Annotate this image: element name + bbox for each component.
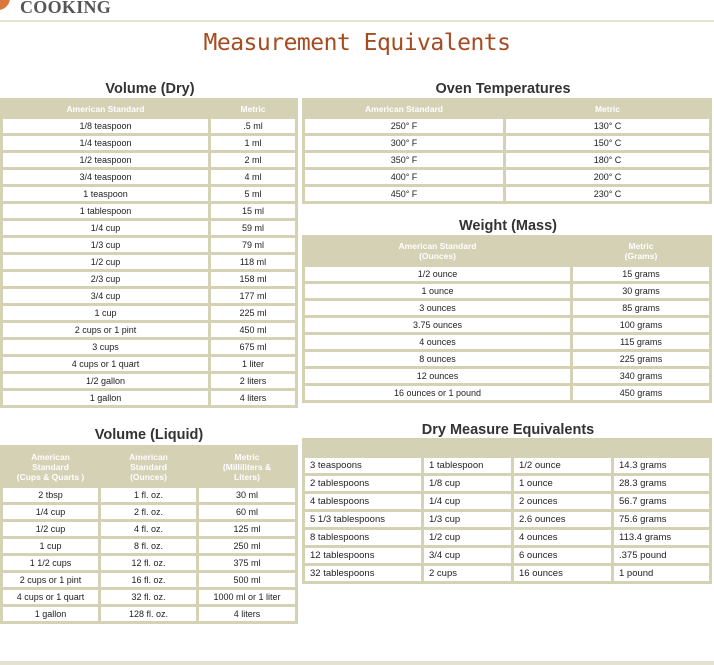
table-cell: 5 1/3 tablespoons	[305, 512, 421, 527]
table-header-row	[305, 441, 709, 455]
table-row	[3, 323, 295, 337]
table-cell: 675 ml	[211, 340, 295, 354]
table-cell: 4 ounces	[514, 530, 611, 545]
table-cell: 1/4 cup	[424, 494, 511, 509]
dry-measure-title: Dry Measure Equivalents	[421, 422, 595, 438]
table-cell: 30 grams	[573, 284, 709, 298]
table-row	[3, 488, 295, 502]
table-cell: 1 tablespoon	[424, 458, 511, 473]
table-cell: 118 ml	[211, 255, 295, 269]
table-cell: 3/4 teaspoon	[3, 170, 208, 184]
table-header-row	[3, 101, 295, 116]
volume-liquid-title: Volume (Liquid)	[94, 427, 204, 443]
table-row	[305, 458, 709, 473]
table-cell: 4 tablespoons	[305, 494, 421, 509]
column-header	[305, 441, 421, 455]
header-line: Liters)	[234, 471, 260, 482]
table-cell: 8 fl. oz.	[101, 539, 196, 553]
table-cell: 1/3 cup	[424, 512, 511, 527]
table-cell: 2 fl. oz.	[101, 505, 196, 519]
table-cell: 2 ounces	[514, 494, 611, 509]
table-cell: 15 grams	[573, 267, 709, 281]
table-row	[3, 255, 295, 269]
table-cell: 2 cups or 1 pint	[3, 573, 98, 587]
column-header	[614, 441, 709, 455]
table-header-row	[305, 238, 709, 264]
volume-liquid-table	[0, 445, 298, 624]
table-cell: 2 cups or 1 pint	[3, 323, 208, 337]
table-row	[3, 187, 295, 201]
table-cell: 1/4 cup	[3, 505, 98, 519]
table-cell: 450 grams	[573, 386, 709, 400]
table-cell: 1 ounce	[305, 284, 570, 298]
table-cell: 4 liters	[199, 607, 295, 621]
header-line: American Standard	[398, 241, 477, 251]
table-cell: 5 ml	[211, 187, 295, 201]
column-header	[3, 448, 98, 485]
table-cell: 12 ounces	[305, 369, 570, 383]
table-cell: 177 ml	[211, 289, 295, 303]
table-cell: 113.4 grams	[614, 530, 709, 545]
table-cell: 12 tablespoons	[305, 548, 421, 563]
table-cell: 4 ounces	[305, 335, 570, 349]
table-cell: 1000 ml or 1 liter	[199, 590, 295, 604]
table-row	[3, 556, 295, 570]
oven-temperatures-table	[302, 98, 712, 204]
table-cell: 16 ounces	[514, 566, 611, 581]
table-cell: 16 fl. oz.	[101, 573, 196, 587]
weight-mass-table	[302, 235, 712, 403]
table-row	[305, 136, 709, 150]
table-cell: 200° C	[506, 170, 709, 184]
table-cell: 1/2 ounce	[514, 458, 611, 473]
header-line: Standard	[130, 461, 167, 472]
table-row	[3, 590, 295, 604]
table-cell: 1/2 cup	[424, 530, 511, 545]
header-line: (Ounces)	[130, 471, 167, 482]
volume-dry-table	[0, 98, 298, 408]
table-cell: 225 ml	[211, 306, 295, 320]
table-cell: .5 ml	[211, 119, 295, 133]
table-row	[3, 374, 295, 388]
table-cell: 225 grams	[573, 352, 709, 366]
table-cell: 1 fl. oz.	[101, 488, 196, 502]
weight-mass-title: Weight (Mass)	[458, 218, 558, 234]
column-header: Metric	[211, 101, 295, 116]
table-cell: 32 tablespoons	[305, 566, 421, 581]
table-cell: 1 ml	[211, 136, 295, 150]
table-cell: 2 cups	[424, 566, 511, 581]
table-cell: 16 ounces or 1 pound	[305, 386, 570, 400]
table-cell: 79 ml	[211, 238, 295, 252]
table-cell: 128 fl. oz.	[101, 607, 196, 621]
table-row	[305, 318, 709, 332]
table-cell: 1 ounce	[514, 476, 611, 491]
footer-divider	[0, 661, 714, 665]
table-cell: .375 pound	[614, 548, 709, 563]
header-line: (Milliliters &	[222, 461, 272, 472]
table-row	[3, 522, 295, 536]
table-cell: 1/4 cup	[3, 221, 208, 235]
table-row	[305, 301, 709, 315]
header-line: Metric	[234, 451, 260, 462]
site-header	[0, 0, 714, 22]
table-cell: 1/3 cup	[3, 238, 208, 252]
table-row	[3, 505, 295, 519]
table-cell: 14.3 grams	[614, 458, 709, 473]
table-row	[305, 566, 709, 581]
column-header	[573, 238, 709, 264]
volume-dry-title: Volume (Dry)	[105, 81, 195, 97]
table-cell: 30 ml	[199, 488, 295, 502]
table-cell: 1/2 cup	[3, 255, 208, 269]
header-line: Standard	[32, 461, 69, 472]
table-row	[305, 153, 709, 167]
table-cell: 3 ounces	[305, 301, 570, 315]
table-row	[3, 340, 295, 354]
header-line: (Cups & Quarts )	[16, 471, 85, 482]
table-row	[3, 391, 295, 405]
table-cell: 300° F	[305, 136, 503, 150]
table-cell: 1 teaspoon	[3, 187, 208, 201]
table-cell: 130° C	[506, 119, 709, 133]
table-row	[305, 369, 709, 383]
table-cell: 2 ml	[211, 153, 295, 167]
table-row	[305, 187, 709, 201]
table-cell: 56.7 grams	[614, 494, 709, 509]
table-cell: 1 gallon	[3, 607, 98, 621]
table-row	[305, 170, 709, 184]
table-cell: 450 ml	[211, 323, 295, 337]
table-row	[3, 357, 295, 371]
table-cell: 1/8 cup	[424, 476, 511, 491]
table-cell: 1/2 teaspoon	[3, 153, 208, 167]
table-cell: 375 ml	[199, 556, 295, 570]
table-cell: 2 tbsp	[3, 488, 98, 502]
table-cell: 8 ounces	[305, 352, 570, 366]
table-cell: 6 ounces	[514, 548, 611, 563]
table-cell: 3/4 cup	[3, 289, 208, 303]
table-cell: 250 ml	[199, 539, 295, 553]
table-cell: 3/4 cup	[424, 548, 511, 563]
table-cell: 8 tablespoons	[305, 530, 421, 545]
header-line: Metric	[628, 241, 654, 251]
table-row	[305, 284, 709, 298]
table-cell: 4 liters	[211, 391, 295, 405]
table-cell: 3.75 ounces	[305, 318, 570, 332]
table-cell: 2/3 cup	[3, 272, 208, 286]
table-row	[305, 548, 709, 563]
table-cell: 3 teaspoons	[305, 458, 421, 473]
table-row	[3, 272, 295, 286]
table-row	[3, 607, 295, 621]
table-row	[3, 221, 295, 235]
table-cell: 28.3 grams	[614, 476, 709, 491]
table-cell: 1 cup	[3, 539, 98, 553]
oven-temperatures-title: Oven Temperatures	[435, 81, 571, 97]
header-line: American	[129, 451, 168, 462]
table-cell: 100 grams	[573, 318, 709, 332]
table-cell: 2 liters	[211, 374, 295, 388]
table-cell: 1 liter	[211, 357, 295, 371]
table-cell: 1/4 teaspoon	[3, 136, 208, 150]
table-cell: 75.6 grams	[614, 512, 709, 527]
table-cell: 1/2 gallon	[3, 374, 208, 388]
table-row	[305, 267, 709, 281]
table-cell: 150° C	[506, 136, 709, 150]
table-row	[305, 119, 709, 133]
table-row	[3, 238, 295, 252]
table-row	[3, 539, 295, 553]
table-cell: 450° F	[305, 187, 503, 201]
table-cell: 1/2 ounce	[305, 267, 570, 281]
table-header-row	[305, 101, 709, 116]
table-cell: 1 tablespoon	[3, 204, 208, 218]
column-header	[514, 441, 611, 455]
table-header-row	[3, 448, 295, 485]
table-row	[3, 573, 295, 587]
column-header: American Standard	[3, 101, 208, 116]
table-row	[3, 170, 295, 184]
table-cell: 1/8 teaspoon	[3, 119, 208, 133]
logo-text: COOKING	[20, 0, 112, 17]
table-cell: 60 ml	[199, 505, 295, 519]
table-row	[3, 119, 295, 133]
table-cell: 1 cup	[3, 306, 208, 320]
table-cell: 4 cups or 1 quart	[3, 357, 208, 371]
table-row	[3, 306, 295, 320]
table-cell: 180° C	[506, 153, 709, 167]
table-cell: 250° F	[305, 119, 503, 133]
table-row	[305, 476, 709, 491]
table-cell: 1 pound	[614, 566, 709, 581]
column-header	[199, 448, 295, 485]
table-cell: 59 ml	[211, 221, 295, 235]
header-line: American	[31, 451, 70, 462]
table-cell: 230° C	[506, 187, 709, 201]
table-cell: 1 1/2 cups	[3, 556, 98, 570]
table-row	[305, 494, 709, 509]
table-cell: 400° F	[305, 170, 503, 184]
table-row	[305, 512, 709, 527]
column-header: American Standard	[305, 101, 503, 116]
table-cell: 500 ml	[199, 573, 295, 587]
table-cell: 115 grams	[573, 335, 709, 349]
table-cell: 2 tablespoons	[305, 476, 421, 491]
table-row	[305, 335, 709, 349]
table-row	[305, 530, 709, 545]
table-cell: 32 fl. oz.	[101, 590, 196, 604]
table-cell: 350° F	[305, 153, 503, 167]
table-cell: 85 grams	[573, 301, 709, 315]
table-row	[3, 204, 295, 218]
column-header	[101, 448, 196, 485]
table-cell: 125 ml	[199, 522, 295, 536]
table-cell: 1 gallon	[3, 391, 208, 405]
table-cell: 4 cups or 1 quart	[3, 590, 98, 604]
header-line: (Ounces)	[419, 251, 456, 261]
logo-mark-icon	[0, 0, 10, 10]
table-cell: 1/2 cup	[3, 522, 98, 536]
table-cell: 340 grams	[573, 369, 709, 383]
header-divider	[0, 20, 714, 22]
table-cell: 15 ml	[211, 204, 295, 218]
table-row	[3, 153, 295, 167]
column-header: Metric	[506, 101, 709, 116]
column-header	[305, 238, 570, 264]
table-cell: 2.6 ounces	[514, 512, 611, 527]
table-cell: 4 ml	[211, 170, 295, 184]
column-header	[424, 441, 511, 455]
table-row	[305, 386, 709, 400]
table-cell: 158 ml	[211, 272, 295, 286]
table-cell: 4 fl. oz.	[101, 522, 196, 536]
table-row	[3, 289, 295, 303]
header-line: (Grams)	[624, 251, 658, 261]
dry-measure-table	[302, 438, 712, 584]
table-cell: 3 cups	[3, 340, 208, 354]
table-row	[3, 136, 295, 150]
table-row	[305, 352, 709, 366]
table-cell: 12 fl. oz.	[101, 556, 196, 570]
page-title: Measurement Equivalents	[203, 30, 511, 56]
